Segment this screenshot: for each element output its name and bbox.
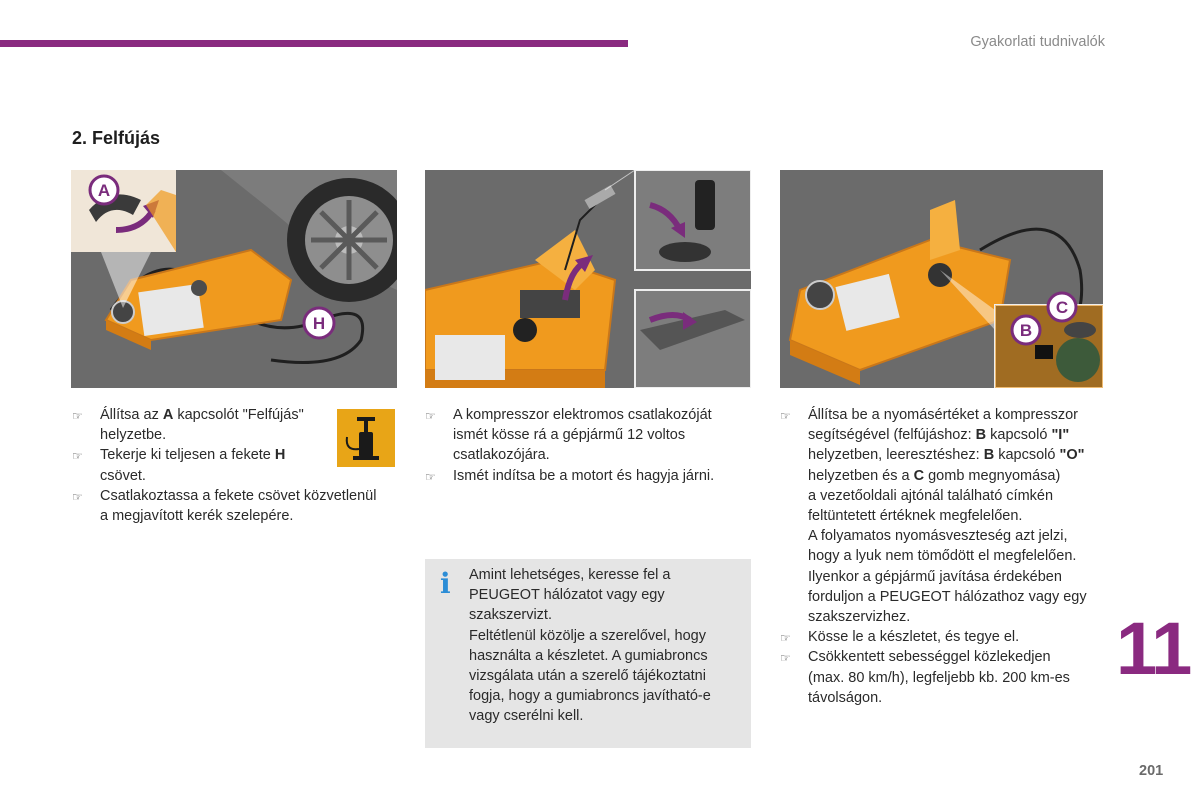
instruction-item <box>425 405 751 425</box>
instruction-continuation: Ilyenkor a gépjármű javítása érdekében <box>808 568 1062 585</box>
callout-a-label: A <box>97 181 111 200</box>
hand-pointer-icon: ☞ <box>780 651 791 666</box>
instruction-text: Csatlakoztassa a fekete csövet közvetlenül <box>100 487 377 504</box>
illustration-inflation-switch <box>71 170 397 388</box>
hand-pointer-icon: ☞ <box>72 409 83 423</box>
instruction-text: Tekerje ki teljesen a fekete H <box>100 447 286 464</box>
info-note-box <box>425 559 751 748</box>
illustration-pressure-adjust <box>780 170 1103 388</box>
info-note-text <box>469 565 739 727</box>
page-heading: 2. Felfújás <box>72 128 161 148</box>
instruction-continuation: helyzetbe. <box>100 427 167 444</box>
instruction-continuation: feltüntetett értéknek megfelelően. <box>808 508 1023 525</box>
instruction-continuation: A folyamatos nyomásveszteség azt jelzi, <box>808 528 1068 545</box>
instruction-continuation: hogy a lyuk nem tömődött el megfelelően. <box>808 548 1077 565</box>
instruction-text: Ismét indítsa be a motort és hagyja járni. <box>453 467 715 484</box>
instruction-item <box>780 405 1110 425</box>
callout-c-label: C <box>1055 298 1069 317</box>
instruction-text: Csökkentett sebességgel közlekedjen <box>808 649 1051 666</box>
compressor-hose-illustration <box>71 170 397 388</box>
instruction-continuation: forduljon a PEUGEOT hálózathoz vagy egy <box>808 588 1087 605</box>
instruction-item <box>780 647 1110 667</box>
callout-h-label: H <box>312 314 326 333</box>
hand-pointer-icon: ☞ <box>780 631 791 646</box>
instruction-item <box>425 466 751 486</box>
hand-pointer-icon: ☞ <box>425 409 436 423</box>
info-line: vizsgálata után a szerelő tájékoztatni <box>469 668 706 685</box>
info-line: szakszervizt. <box>469 607 552 624</box>
instruction-text: Állítsa az A kapcsolót "Felfújás" <box>100 407 304 423</box>
instruction-continuation: segítségével (felfújáshoz: B kapcsoló "I" <box>808 427 1070 444</box>
instruction-continuation: a vezetőoldali ajtónál található címkén <box>808 487 1054 504</box>
instruction-continuation: helyzetben, leeresztéshez: B kapcsoló "O" <box>808 447 1085 464</box>
instruction-text: Kösse le a készletet, és tegye el. <box>808 629 1020 646</box>
tyre-inflator-pump-icon <box>337 409 395 467</box>
info-line: PEUGEOT hálózatot vagy egy <box>469 587 665 604</box>
hand-pointer-icon: ☞ <box>72 489 83 504</box>
hand-pointer-icon: ☞ <box>425 469 436 484</box>
instruction-continuation: szakszervizhez. <box>808 609 911 626</box>
chapter-number: 11 <box>1116 607 1191 690</box>
power-plug-illustration <box>425 170 751 388</box>
instruction-continuation: csövet. <box>100 467 146 484</box>
info-icon: i <box>440 567 451 600</box>
pressure-adjust-illustration <box>780 170 1103 388</box>
instruction-continuation: helyzetben és a C gomb megnyomása) <box>808 467 1061 484</box>
hand-pointer-icon: ☞ <box>72 449 83 464</box>
column-3-instructions <box>780 405 1110 708</box>
page-number: 201 <box>1139 763 1164 779</box>
instruction-continuation: ismét kösse rá a gépjármű 12 voltos <box>453 427 686 444</box>
instruction-continuation: csatlakozójára. <box>453 447 550 464</box>
instruction-continuation: (max. 80 km/h), legfeljebb kb. 200 km-es <box>808 669 1070 686</box>
illustration-power-connection <box>425 170 751 388</box>
info-line: Amint lehetséges, keresse fel a <box>469 567 671 583</box>
callout-b-label: B <box>1019 321 1033 340</box>
info-line: fogja, hogy a gumiabroncs javítható-e <box>469 688 711 705</box>
section-title: Gyakorlati tudnivalók <box>970 34 1105 50</box>
instruction-text: Állítsa be a nyomásértéket a kompresszor <box>808 407 1078 423</box>
info-line: Feltétlenül közölje a szerelővel, hogy <box>469 627 706 644</box>
instruction-text: A kompresszor elektromos csatlakozóját <box>453 407 712 423</box>
instruction-continuation: a megjavított kerék szelepére. <box>100 508 294 525</box>
hand-pointer-icon: ☞ <box>780 409 791 423</box>
info-line: használta a készletet. A gumiabroncs <box>469 647 708 664</box>
info-line: vagy cserélni kell. <box>469 708 584 725</box>
instruction-continuation: távolságon. <box>808 689 883 706</box>
column-2-instructions <box>425 405 751 486</box>
instruction-item <box>72 486 398 506</box>
header-accent-bar <box>0 40 628 47</box>
instruction-item <box>780 627 1110 647</box>
